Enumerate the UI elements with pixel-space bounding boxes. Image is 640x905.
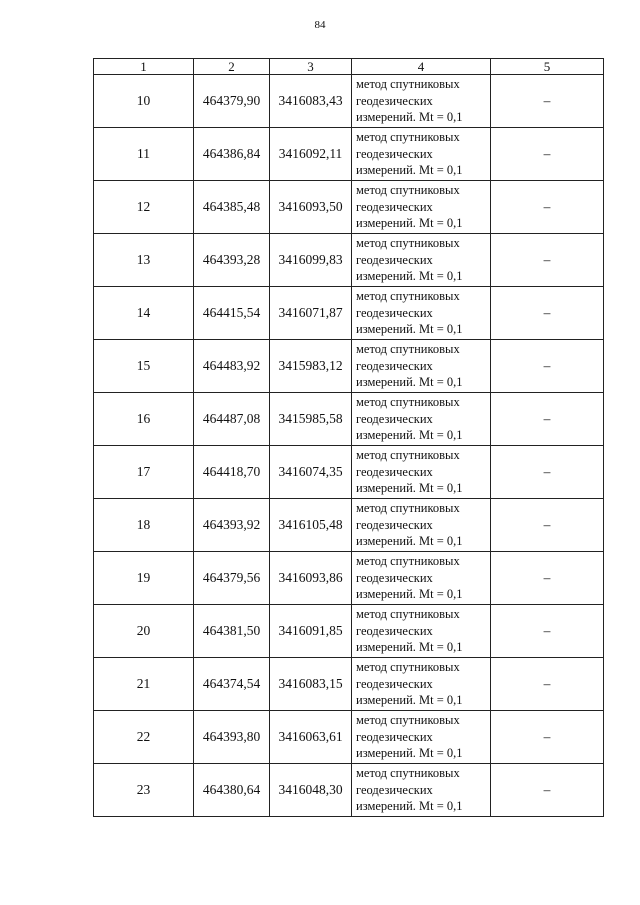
y-coordinate-cell: 3416063,61 (270, 711, 352, 764)
method-line: геодезических (356, 517, 433, 532)
method-line: измерений. Mt = 0,1 (356, 163, 463, 178)
method-line: метод спутниковых (356, 395, 460, 410)
point-number-cell: 17 (94, 446, 194, 499)
method-cell (352, 446, 491, 499)
method-line: измерений. Mt = 0,1 (356, 110, 463, 125)
method-line: метод спутниковых (356, 183, 460, 198)
method-line: геодезических (356, 93, 433, 108)
method-line: метод спутниковых (356, 448, 460, 463)
y-coordinate-cell: 3416074,35 (270, 446, 352, 499)
method-line: метод спутниковых (356, 501, 460, 516)
method-line: измерений. Mt = 0,1 (356, 640, 463, 655)
method-line: геодезических (356, 464, 433, 479)
y-coordinate-cell: 3416083,43 (270, 75, 352, 128)
x-coordinate-cell: 464393,92 (194, 499, 270, 552)
note-cell: – (491, 128, 604, 181)
method-cell (352, 605, 491, 658)
point-number-cell: 21 (94, 658, 194, 711)
method-line: измерений. Mt = 0,1 (356, 534, 463, 549)
note-cell: – (491, 393, 604, 446)
y-coordinate-cell: 3415983,12 (270, 340, 352, 393)
table-row (94, 181, 604, 234)
x-coordinate-cell: 464393,80 (194, 711, 270, 764)
table-row (94, 128, 604, 181)
table-row (94, 605, 604, 658)
x-coordinate-cell: 464380,64 (194, 764, 270, 817)
x-coordinate-cell: 464379,56 (194, 552, 270, 605)
method-cell (352, 393, 491, 446)
method-line: измерений. Mt = 0,1 (356, 799, 463, 814)
method-cell (352, 234, 491, 287)
method-line: метод спутниковых (356, 236, 460, 251)
point-number-cell: 10 (94, 75, 194, 128)
method-cell (352, 658, 491, 711)
header-cell: 5 (491, 59, 604, 75)
method-line: геодезических (356, 305, 433, 320)
method-cell (352, 499, 491, 552)
x-coordinate-cell: 464393,28 (194, 234, 270, 287)
x-coordinate-cell: 464385,48 (194, 181, 270, 234)
method-line: измерений. Mt = 0,1 (356, 693, 463, 708)
point-number-cell: 14 (94, 287, 194, 340)
method-cell (352, 181, 491, 234)
method-cell (352, 764, 491, 817)
x-coordinate-cell: 464381,50 (194, 605, 270, 658)
point-number-cell: 22 (94, 711, 194, 764)
table-row (94, 393, 604, 446)
method-line: геодезических (356, 729, 433, 744)
page-number: 84 (314, 19, 326, 31)
y-coordinate-cell: 3416105,48 (270, 499, 352, 552)
x-coordinate-cell: 464379,90 (194, 75, 270, 128)
note-cell: – (491, 181, 604, 234)
method-line: метод спутниковых (356, 660, 460, 675)
x-coordinate-cell: 464483,92 (194, 340, 270, 393)
method-line: метод спутниковых (356, 289, 460, 304)
point-number-cell: 15 (94, 340, 194, 393)
point-number-cell: 19 (94, 552, 194, 605)
x-coordinate-cell: 464374,54 (194, 658, 270, 711)
method-line: измерений. Mt = 0,1 (356, 428, 463, 443)
method-cell (352, 552, 491, 605)
y-coordinate-cell: 3416071,87 (270, 287, 352, 340)
table-row (94, 75, 604, 128)
method-line: метод спутниковых (356, 713, 460, 728)
y-coordinate-cell: 3416093,86 (270, 552, 352, 605)
method-line: геодезических (356, 358, 433, 373)
y-coordinate-cell: 3416091,85 (270, 605, 352, 658)
table-row (94, 658, 604, 711)
y-coordinate-cell: 3415985,58 (270, 393, 352, 446)
note-cell: – (491, 711, 604, 764)
coordinates-table (93, 58, 604, 817)
method-line: геодезических (356, 252, 433, 267)
method-line: метод спутниковых (356, 342, 460, 357)
method-line: геодезических (356, 146, 433, 161)
note-cell: – (491, 605, 604, 658)
method-line: геодезических (356, 570, 433, 585)
point-number-cell: 12 (94, 181, 194, 234)
method-line: измерений. Mt = 0,1 (356, 746, 463, 761)
method-line: метод спутниковых (356, 130, 460, 145)
method-cell (352, 75, 491, 128)
y-coordinate-cell: 3416093,50 (270, 181, 352, 234)
table-row (94, 711, 604, 764)
y-coordinate-cell: 3416048,30 (270, 764, 352, 817)
method-line: измерений. Mt = 0,1 (356, 481, 463, 496)
note-cell: – (491, 287, 604, 340)
table-row (94, 552, 604, 605)
table-row (94, 234, 604, 287)
point-number-cell: 11 (94, 128, 194, 181)
note-cell: – (491, 764, 604, 817)
header-cell: 4 (352, 59, 491, 75)
table-row (94, 499, 604, 552)
method-cell (352, 711, 491, 764)
method-cell (352, 340, 491, 393)
method-line: измерений. Mt = 0,1 (356, 269, 463, 284)
point-number-cell: 23 (94, 764, 194, 817)
table-row (94, 764, 604, 817)
note-cell: – (491, 552, 604, 605)
table-row (94, 287, 604, 340)
point-number-cell: 20 (94, 605, 194, 658)
method-line: измерений. Mt = 0,1 (356, 216, 463, 231)
note-cell: – (491, 234, 604, 287)
point-number-cell: 16 (94, 393, 194, 446)
note-cell: – (491, 658, 604, 711)
point-number-cell: 18 (94, 499, 194, 552)
y-coordinate-cell: 3416099,83 (270, 234, 352, 287)
note-cell: – (491, 340, 604, 393)
point-number-cell: 13 (94, 234, 194, 287)
header-cell: 2 (194, 59, 270, 75)
method-line: геодезических (356, 676, 433, 691)
x-coordinate-cell: 464487,08 (194, 393, 270, 446)
x-coordinate-cell: 464418,70 (194, 446, 270, 499)
y-coordinate-cell: 3416092,11 (270, 128, 352, 181)
method-line: геодезических (356, 411, 433, 426)
method-line: метод спутниковых (356, 766, 460, 781)
method-line: измерений. Mt = 0,1 (356, 587, 463, 602)
method-line: метод спутниковых (356, 607, 460, 622)
header-cell: 1 (94, 59, 194, 75)
header-cell: 3 (270, 59, 352, 75)
table-row (94, 446, 604, 499)
method-line: измерений. Mt = 0,1 (356, 322, 463, 337)
method-line: геодезических (356, 199, 433, 214)
x-coordinate-cell: 464415,54 (194, 287, 270, 340)
x-coordinate-cell: 464386,84 (194, 128, 270, 181)
table-row (94, 340, 604, 393)
method-cell (352, 287, 491, 340)
method-line: метод спутниковых (356, 554, 460, 569)
y-coordinate-cell: 3416083,15 (270, 658, 352, 711)
method-line: геодезических (356, 623, 433, 638)
method-cell (352, 128, 491, 181)
note-cell: – (491, 75, 604, 128)
table-header-row (94, 59, 604, 75)
note-cell: – (491, 499, 604, 552)
note-cell: – (491, 446, 604, 499)
method-line: метод спутниковых (356, 77, 460, 92)
method-line: измерений. Mt = 0,1 (356, 375, 463, 390)
method-line: геодезических (356, 782, 433, 797)
